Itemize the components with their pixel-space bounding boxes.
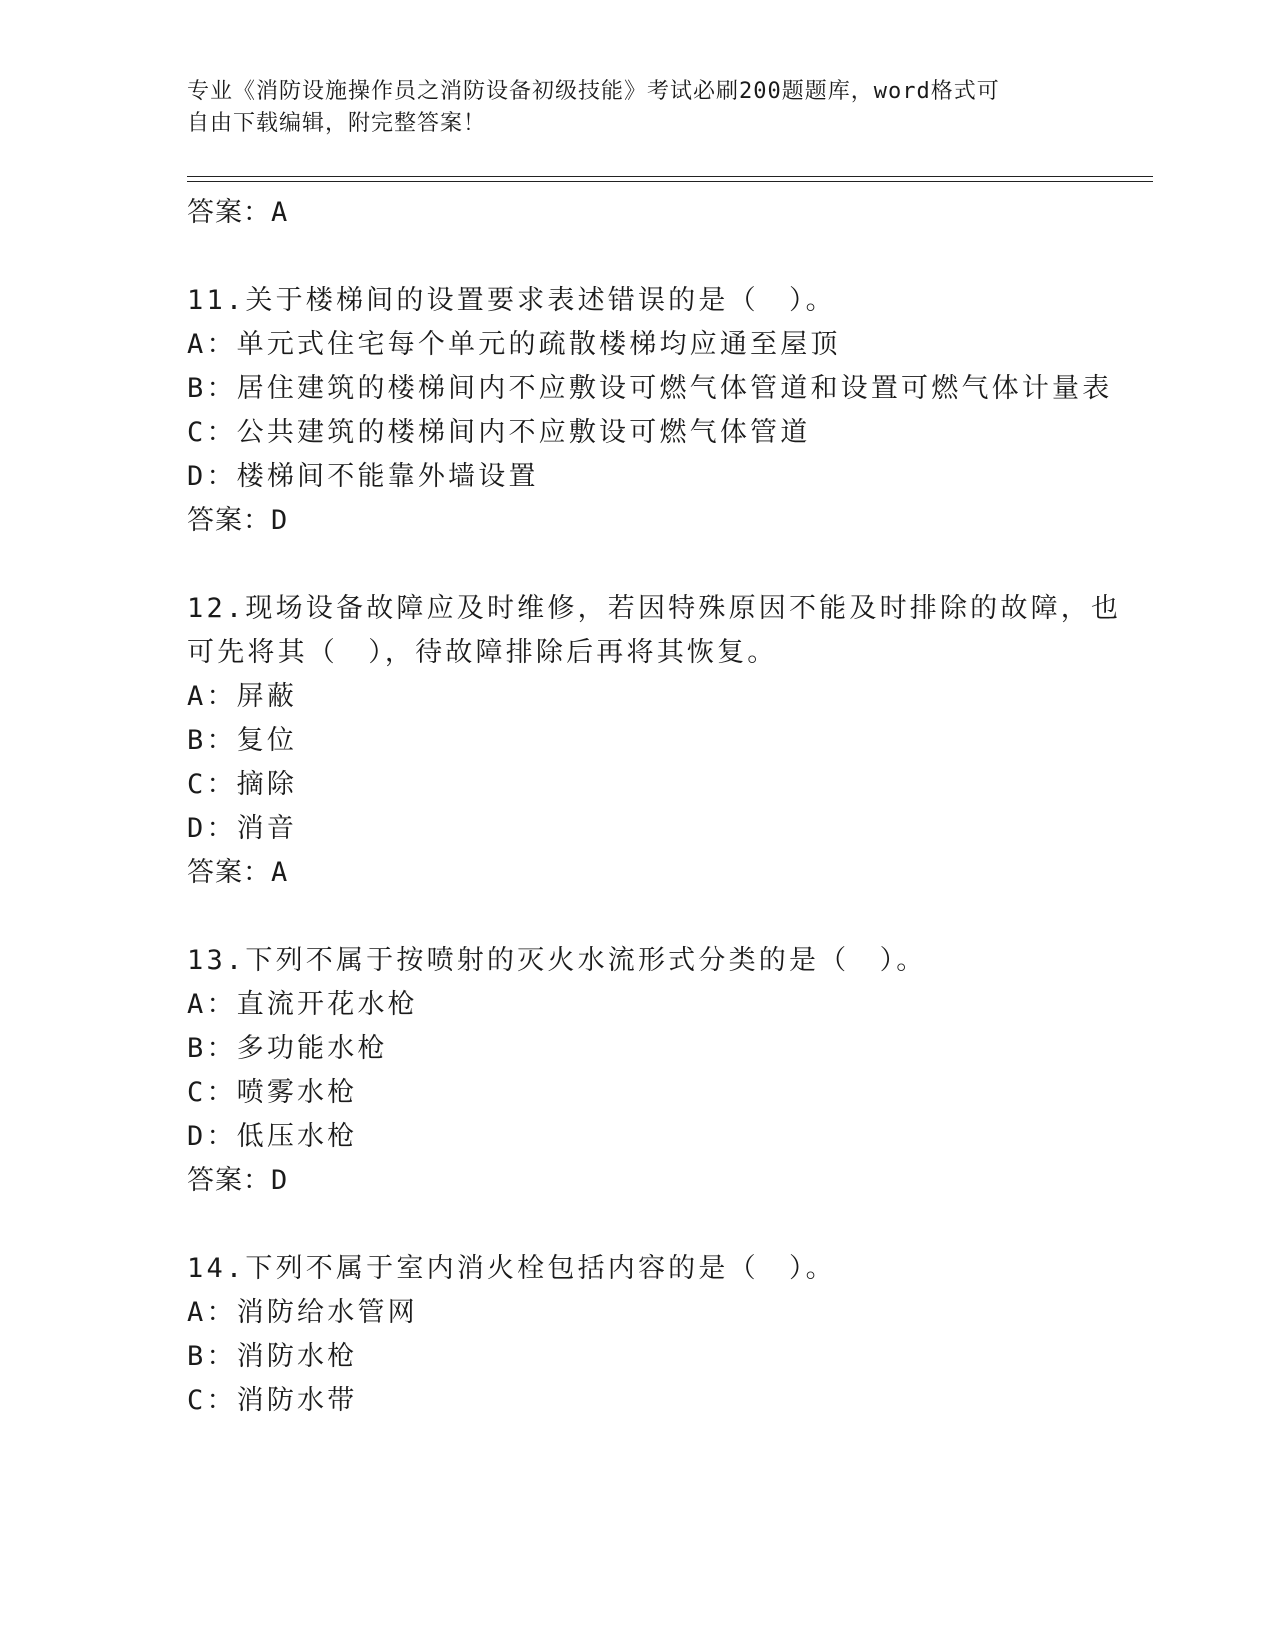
question-13-answer: 答案：D bbox=[187, 1165, 289, 1196]
question-13-text: 13.下列不属于按喷射的灭火水流形式分类的是（ ）。 bbox=[187, 945, 927, 976]
question-12-text-line-2: 可先将其（ ），待故障排除后再将其恢复。 bbox=[187, 637, 778, 668]
question-14-text: 14.下列不属于室内消火栓包括内容的是（ ）。 bbox=[187, 1253, 836, 1284]
question-11-option-c: C：公共建筑的楼梯间内不应敷设可燃气体管道 bbox=[187, 417, 811, 448]
question-12-option-b: B：复位 bbox=[187, 725, 298, 756]
document-header bbox=[187, 76, 1067, 140]
question-11-answer: 答案：D bbox=[187, 505, 289, 536]
question-12-option-d: D：消音 bbox=[187, 813, 298, 844]
question-14-option-c: C：消防水带 bbox=[187, 1385, 358, 1416]
previous-answer: 答案：A bbox=[187, 197, 289, 228]
question-11-option-a: A：单元式住宅每个单元的疏散楼梯均应通至屋顶 bbox=[187, 329, 841, 360]
question-13-option-b: B：多功能水枪 bbox=[187, 1033, 388, 1064]
question-12-option-a: A：屏蔽 bbox=[187, 681, 298, 712]
question-12-answer: 答案：A bbox=[187, 857, 289, 888]
question-12-text-line-1: 12.现场设备故障应及时维修，若因特殊原因不能及时排除的故障，也 bbox=[187, 593, 1122, 624]
question-13-option-d: D：低压水枪 bbox=[187, 1121, 358, 1152]
question-11-option-d: D：楼梯间不能靠外墙设置 bbox=[187, 461, 539, 492]
header-line-2: 自由下载编辑，附完整答案！ bbox=[187, 111, 487, 136]
question-11-option-b: B：居住建筑的楼梯间内不应敷设可燃气体管道和设置可燃气体计量表 bbox=[187, 373, 1113, 404]
header-divider-bottom bbox=[187, 181, 1153, 182]
header-divider-top bbox=[187, 176, 1153, 177]
question-12-option-c: C：摘除 bbox=[187, 769, 298, 800]
header-line-1: 专业《消防设施操作员之消防设备初级技能》考试必刷200题题库，word格式可 bbox=[187, 79, 1000, 104]
question-14-option-a: A：消防给水管网 bbox=[187, 1297, 418, 1328]
question-11-text: 11.关于楼梯间的设置要求表述错误的是（ ）。 bbox=[187, 285, 836, 316]
question-13-option-a: A：直流开花水枪 bbox=[187, 989, 418, 1020]
question-13-option-c: C：喷雾水枪 bbox=[187, 1077, 358, 1108]
question-14-option-b: B：消防水枪 bbox=[187, 1341, 358, 1372]
